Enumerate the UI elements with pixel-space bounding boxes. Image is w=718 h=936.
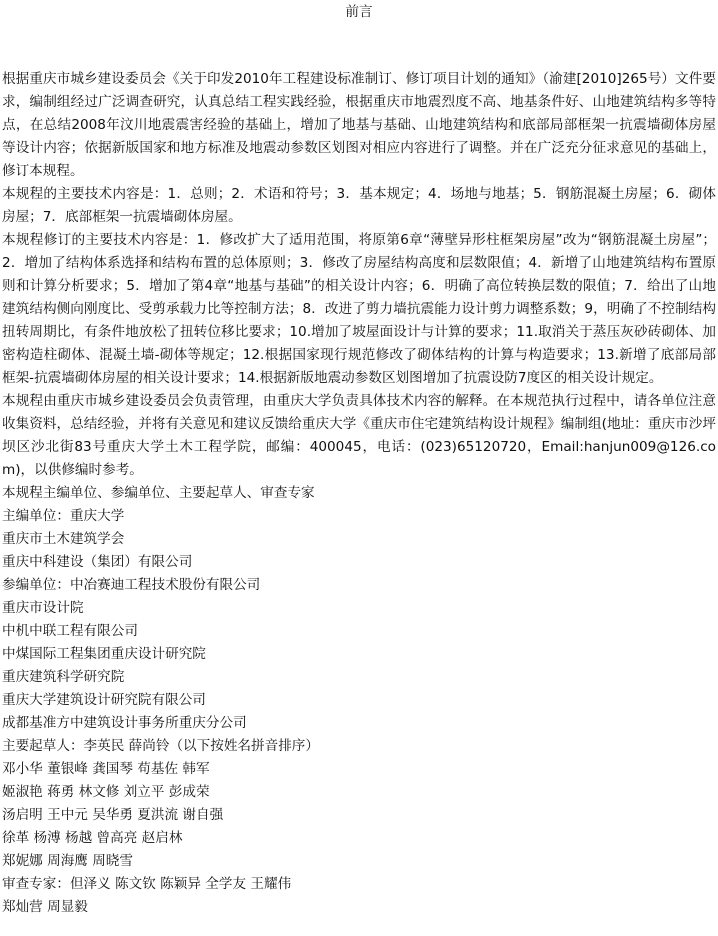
list-heading: 本规程主编单位、参编单位、主要起草人、审查专家 [2,485,315,501]
title-spacer [2,24,716,68]
participating-unit-line: 成都基准方中建筑设计事务所重庆分公司 [2,715,247,731]
paragraph-basis: 根据重庆市城乡建设委员会《关于印发2010年工程建设标准制订、修订项目计划的通知》（渝建[2010]265号）文件要求，编制组经过广泛调查研究，认真总结工程实践经验，根据重庆市地震烈度不高、地基条件好、山地建筑结构多等特点，在总结2008年汶川地震震害经验的基础上，增加了地基与基础、山地建筑结构和底部局部框架一抗震墙砌体房屋等设计内容；依据新版国家和地方标准及地震动参数区划图对相应内容进行了调整。并在广泛充分征求意见的基础上，修订本规程。 [2,71,716,179]
drafter-names-line: 汤启明 王中元 吴华勇 夏洪流 谢自强 [2,807,224,823]
review-experts-line: 审查专家：但泽义 陈文钦 陈颖异 全学友 王耀伟 [2,876,292,892]
review-experts-line: 郑灿营 周显毅 [2,899,88,915]
drafter-names-line: 姬淑艳 蒋勇 林文修 刘立平 彭成荣 [2,784,210,800]
chief-editor-unit-line: 重庆中科建设（集团）有限公司 [2,554,193,570]
drafter-names-line: 徐革 杨溥 杨越 曾高亮 赵启林 [2,830,183,846]
chief-editor-unit-line: 主编单位：重庆大学 [2,508,125,524]
paragraph-management: 本规程由重庆市城乡建设委员会负责管理，由重庆大学负责具体技术内容的解释。在本规范执行过程中，请各单位注意收集资料，总结经验，并将有关意见和建议反馈给重庆大学《重庆市住宅建筑结构设计规程》编制组(地址：重庆市沙坪坝区沙北街83号重庆大学土木工程学院，邮编：400045，电话：(023)65120720，Email:hanjun009@126.com)，以供修编时参考。 [2,393,716,478]
participating-unit-line: 中煤国际工程集团重庆设计研究院 [2,646,206,662]
participating-unit-line: 重庆市设计院 [2,600,84,616]
page-title: 前言 [345,4,373,20]
participating-unit-line: 参编单位：中冶赛迪工程技术股份有限公司 [2,577,261,593]
paragraph-main-content: 本规程的主要技术内容是：1．总则；2．术语和符号；3．基本规定；4．场地与地基；5．钢筋混凝土房屋；6．砌体房屋；7．底部框架一抗震墙砌体房屋。 [2,186,716,225]
participating-unit-line: 重庆建筑科学研究院 [2,669,125,685]
drafter-names-line: 邓小华 董银峰 龚国琴 苟基佐 韩军 [2,761,210,777]
drafter-names-line: 郑妮娜 周海鹰 周晓雪 [2,853,133,869]
participating-unit-line: 中机中联工程有限公司 [2,623,138,639]
participating-unit-line: 重庆大学建筑设计研究院有限公司 [2,692,206,708]
main-drafters-line: 主要起草人：李英民 薛尚铃（以下按姓名拼音排序） [2,738,319,754]
paragraph-revision-content: 本规程修订的主要技术内容是：1．修改扩大了适用范围，将原第6章“薄壁异形柱框架房屋”改为“钢筋混凝土房屋”；2．增加了结构体系选择和结构布置的总体原则；3．修改了房屋结构高度和层数限值；4．新增了山地建筑结构布置原则和计算分析要求；5．增加了第4章“地基与基础”的相关设计内容；6．明确了高位转换层数的限值；7．给出了山地建筑结构侧向刚度比、受剪承载力比等控制方法；8．改进了剪力墙抗震能力设计剪力调整系数；9，明确了不控制结构扭转周期比，有条件地放松了扭转位移比要求；10.增加了坡屋面设计与计算的要求；11.取消关于蒸压灰砂砖砌体、加密构造柱砌体、混凝土墙-砌体等规定；12.根据国家现行规范修改了砌体结构的计算与构造要求；13.新增了底部局部框架-抗震墙砌体房屋的相关设计要求；14.根据新版地震动参数区划图增加了抗震设防7度区的相关设计规定。 [2,232,716,386]
chief-editor-unit-line: 重庆市土木建筑学会 [2,531,125,547]
